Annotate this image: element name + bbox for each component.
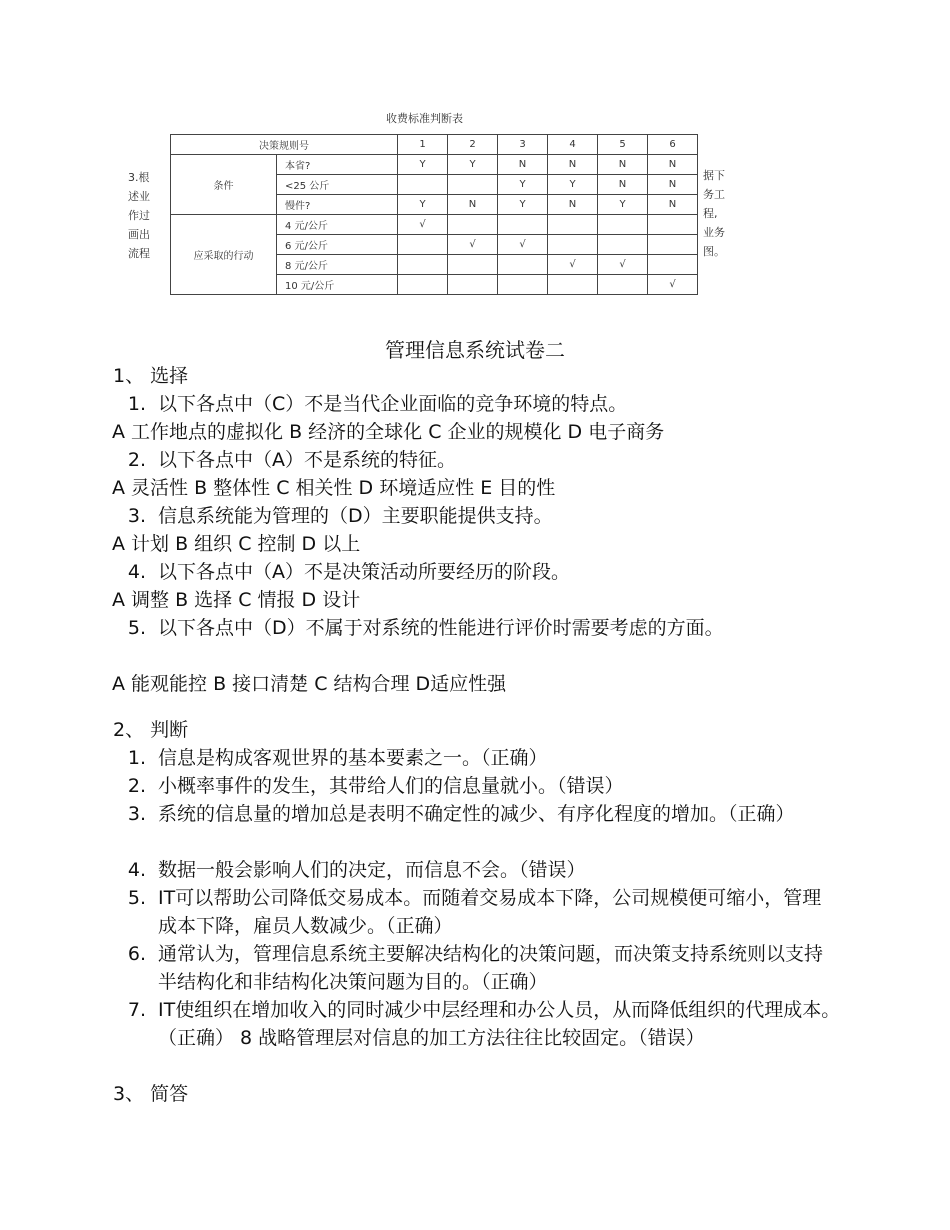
- rule-number-cell: 6: [648, 135, 698, 155]
- question-text: 以下各点中（D）不属于对系统的性能进行评价时需要考虑的方面。: [158, 617, 724, 639]
- question-number: 1.: [127, 393, 146, 415]
- table-cell: [548, 275, 598, 295]
- table-cell: [398, 255, 448, 275]
- condition-label-cell: 本省?: [277, 155, 398, 175]
- question-item: [120, 502, 553, 530]
- table-cell: [598, 275, 648, 295]
- left-side-note: [128, 168, 164, 263]
- item-number: 6.: [127, 943, 146, 965]
- action-label-cell: 8 元/公斤: [277, 255, 398, 275]
- condition-label-cell: 慢件?: [277, 195, 398, 215]
- table-cell: [448, 215, 498, 235]
- table-cell: [498, 255, 548, 275]
- table-cell: [498, 275, 548, 295]
- item-text: 信息是构成客观世界的基本要素之一。（正确）: [158, 747, 548, 769]
- question-text: 信息系统能为管理的（D）主要职能提供支持。: [158, 505, 553, 527]
- action-label-cell: 6 元/公斤: [277, 235, 398, 255]
- table-cell: Y: [598, 195, 648, 215]
- right-note-line: 图。: [703, 245, 725, 258]
- table-cell: [598, 215, 648, 235]
- decision-table: [170, 134, 698, 295]
- table-cell: √: [448, 235, 498, 255]
- item-number: 5.: [127, 887, 146, 909]
- rule-number-cell: 2: [448, 135, 498, 155]
- item-number: 2.: [127, 775, 146, 797]
- right-note-line: 据下: [703, 169, 725, 182]
- left-note-line: 作过: [128, 209, 150, 222]
- right-note-line: 业务: [703, 226, 725, 239]
- table-cell: [448, 255, 498, 275]
- left-note-line: 3.根: [128, 171, 150, 184]
- table-cell: Y: [448, 155, 498, 175]
- judgement-item: [120, 940, 848, 996]
- judgement-item: [120, 856, 586, 884]
- table-cell: [648, 255, 698, 275]
- table-cell: √: [398, 215, 448, 235]
- item-text: 数据一般会影响人们的决定，而信息不会。（错误）: [158, 859, 586, 881]
- question-number: 2.: [127, 449, 146, 471]
- table-cell: N: [598, 175, 648, 195]
- table-caption: 收费标准判断表: [386, 112, 463, 125]
- question-item: [120, 614, 848, 670]
- table-row: [171, 215, 698, 235]
- item-number: 4.: [127, 859, 146, 881]
- left-note-line: 述业: [128, 190, 150, 203]
- question-options: A 计划 B 组织 C 控制 D 以上: [112, 533, 361, 555]
- question-number: 5.: [127, 617, 146, 639]
- table-cell: Y: [548, 175, 598, 195]
- table-cell: [398, 235, 448, 255]
- table-cell: [398, 275, 448, 295]
- item-text: 小概率事件的发生，其带给人们的信息量就小。（错误）: [158, 775, 624, 797]
- question-number: 4.: [127, 561, 146, 583]
- item-text: IT使组织在增加收入的同时减少中层经理和办公人员，从而降低组织的代理成本。（正确） 8 战略管理层对信息的加工方法往往比较固定。（错误）: [158, 999, 841, 1049]
- item-text: IT可以帮助公司降低交易成本。而随着交易成本下降，公司规模便可缩小，管理成本下降，雇员人数减少。（正确）: [158, 887, 822, 937]
- item-number: 7.: [127, 999, 146, 1021]
- section-heading: 2、 判断: [113, 719, 189, 741]
- item-text: 通常认为，管理信息系统主要解决结构化的决策问题，而决策支持系统则以支持半结构化和非结构化决策问题为目的。（正确）: [158, 943, 824, 993]
- table-cell: N: [648, 195, 698, 215]
- section-heading: 1、 选择: [113, 365, 189, 387]
- document-title: 管理信息系统试卷二: [385, 338, 565, 362]
- question-text: 以下各点中（A）不是决策活动所要经历的阶段。: [158, 561, 570, 583]
- table-cell: [448, 275, 498, 295]
- judgement-item: [120, 772, 624, 800]
- question-number: 3.: [127, 505, 146, 527]
- table-cell: Y: [498, 175, 548, 195]
- conditions-label-cell: 条件: [171, 155, 277, 215]
- table-row: [171, 155, 698, 175]
- table-cell: √: [648, 275, 698, 295]
- table-cell: N: [548, 195, 598, 215]
- right-side-note: [703, 166, 739, 261]
- action-label-cell: 4 元/公斤: [277, 215, 398, 235]
- judgement-item: [120, 800, 848, 856]
- judgement-item: [120, 884, 848, 940]
- table-cell: N: [648, 155, 698, 175]
- question-options: A 调整 B 选择 C 情报 D 设计: [112, 589, 361, 611]
- table-cell: √: [548, 255, 598, 275]
- action-label-cell: 10 元/公斤: [277, 275, 398, 295]
- judgement-item: [120, 744, 548, 772]
- question-item: [120, 446, 456, 474]
- question-options: A 工作地点的虚拟化 B 经济的全球化 C 企业的规模化 D 电子商务: [112, 421, 665, 443]
- rule-number-cell: 4: [548, 135, 598, 155]
- table-header-row: [171, 135, 698, 155]
- table-cell: N: [598, 155, 648, 175]
- table-cell: N: [648, 175, 698, 195]
- question-options: A 灵活性 B 整体性 C 相关性 D 环境适应性 E 目的性: [112, 477, 556, 499]
- item-text: 系统的信息量的增加总是表明不确定性的减少、有序化程度的增加。（正确）: [158, 803, 795, 825]
- section-heading: 3、 简答: [113, 1083, 189, 1105]
- table-cell: N: [548, 155, 598, 175]
- table-cell: Y: [398, 155, 448, 175]
- rule-number-cell: 5: [598, 135, 648, 155]
- question-text: 以下各点中（A）不是系统的特征。: [158, 449, 456, 471]
- table-cell: √: [598, 255, 648, 275]
- question-text: 以下各点中（C）不是当代企业面临的竞争环境的特点。: [158, 393, 628, 415]
- table-cell: Y: [398, 195, 448, 215]
- table-cell: [548, 235, 598, 255]
- table-cell: [448, 175, 498, 195]
- condition-label-cell: <25 公斤: [277, 175, 398, 195]
- right-note-line: 程,: [703, 207, 718, 220]
- table-cell: N: [448, 195, 498, 215]
- question-options: A 能观能控 B 接口清楚 C 结构合理 D适应性强: [112, 673, 507, 695]
- judgement-item: [120, 996, 848, 1080]
- actions-label-cell: 应采取的行动: [171, 215, 277, 295]
- left-note-line: 流程: [128, 247, 150, 260]
- table-cell: [598, 235, 648, 255]
- table-cell: [548, 215, 598, 235]
- rule-number-cell: 1: [398, 135, 448, 155]
- table-cell: [398, 175, 448, 195]
- right-note-line: 务工: [703, 188, 725, 201]
- table-cell: [648, 215, 698, 235]
- table-cell: Y: [498, 195, 548, 215]
- left-note-line: 画出: [128, 228, 150, 241]
- rule-number-cell: 3: [498, 135, 548, 155]
- header-label-cell: 决策规则号: [171, 135, 398, 155]
- table-cell: [498, 215, 548, 235]
- question-item: [120, 390, 627, 418]
- item-number: 3.: [127, 803, 146, 825]
- question-item: [120, 558, 570, 586]
- table-cell: √: [498, 235, 548, 255]
- table-cell: [648, 235, 698, 255]
- table-cell: N: [498, 155, 548, 175]
- item-number: 1.: [127, 747, 146, 769]
